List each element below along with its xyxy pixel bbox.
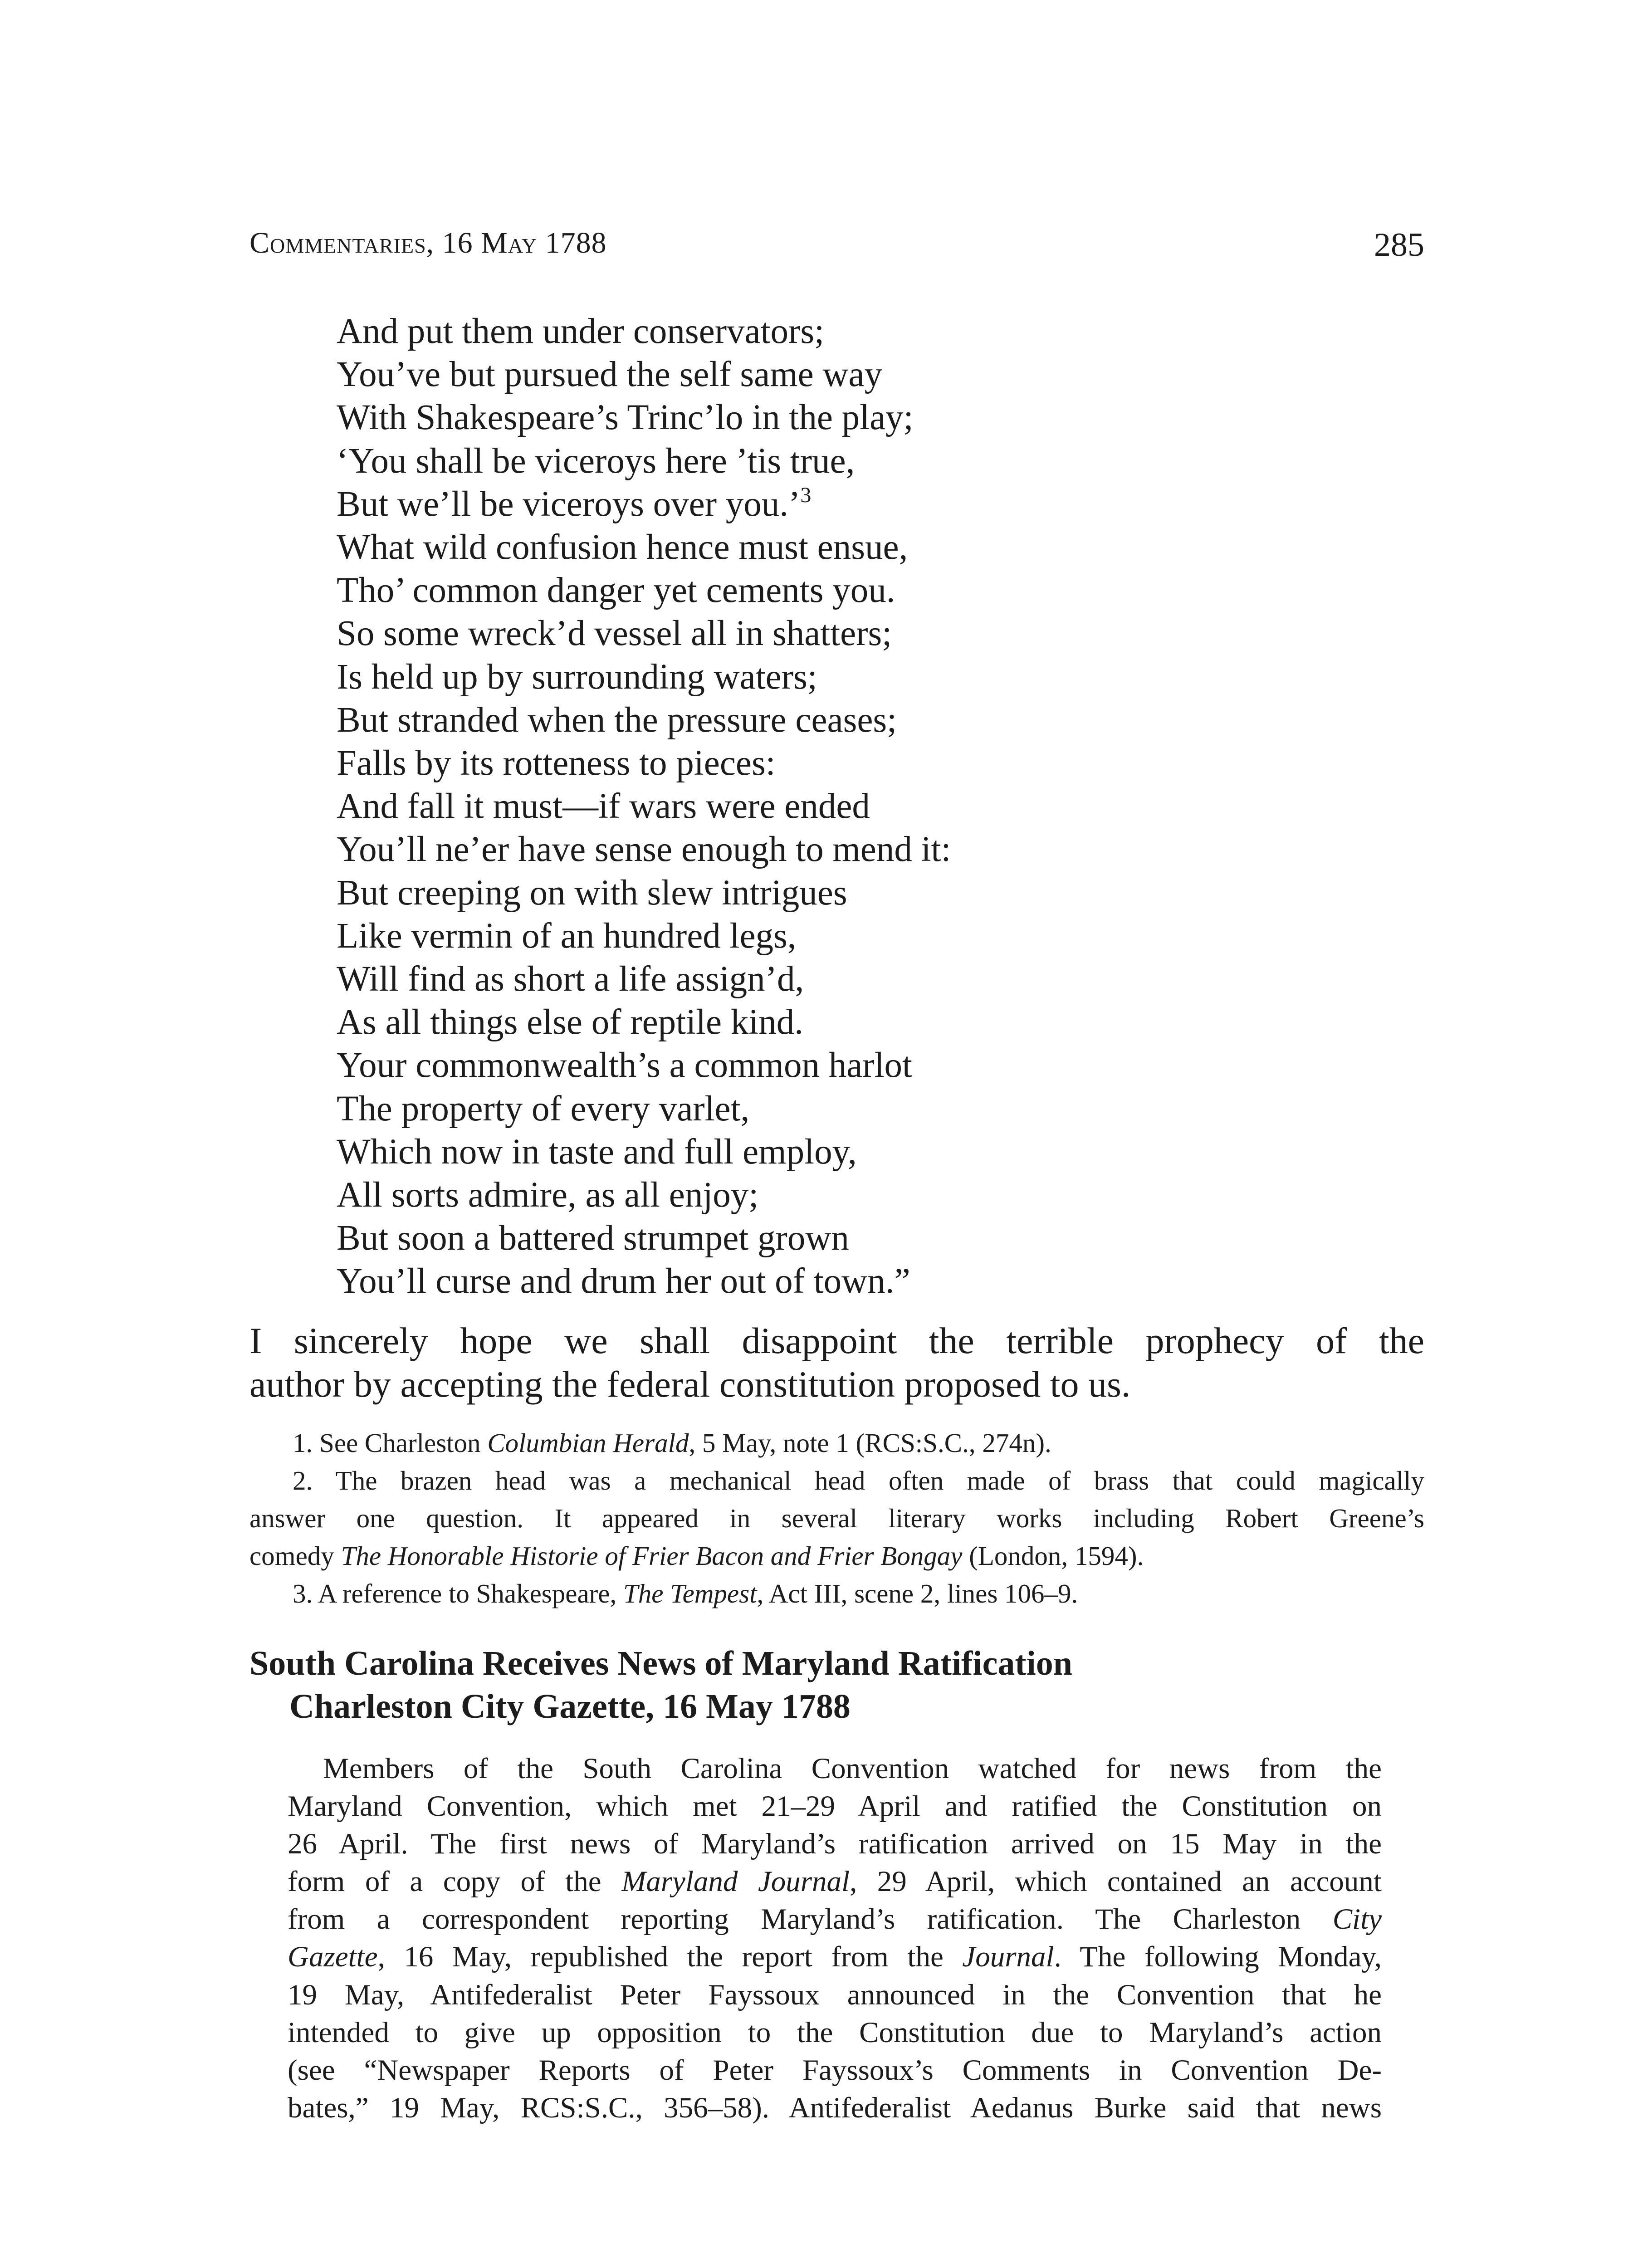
footnote-text: comedy [249,1541,341,1571]
headnote-line: Members of the South Carolina Convention watched for news from the [323,1752,1382,1785]
poem-line: Will find as short a life assign’d, [337,959,804,999]
section-subtitle: Charleston City Gazette, 16 May 1788 [289,1687,851,1725]
poem-line: Falls by its rotteness to pieces: [337,743,776,783]
headnote-line: (see “Newspaper Reports of Peter Fayssoux’s Comments in Convention De- [288,2053,1382,2087]
poem-line: You’ve but pursued the self same way [337,355,883,395]
poem-line: And fall it must—if wars were ended [337,787,870,826]
poem-line: What wild confusion hence must ensue, [337,528,908,567]
footnote-italic-title: The Honorable Historie of Frier Bacon and Frier Bongay [341,1541,963,1571]
poem-line-text: But we’ll be viceroys over you.’ [337,484,801,524]
poem-line: The property of every varlet, [337,1089,750,1129]
poem-line: You’ll curse and drum her out of town.” [337,1261,910,1301]
poem-line: With Shakespeare’s Trinc’lo in the play; [337,398,914,438]
headnote-text: form of a copy of the [288,1865,622,1898]
poem-line: Tho’ common danger yet cements you. [337,571,895,611]
footnote-3 [249,1575,1424,1613]
section-heading [249,1642,1424,1728]
closing-line: I sincerely hope we shall disappoint the terrible prophecy of the [249,1320,1424,1361]
poem-line: As all things else of reptile kind. [337,1002,804,1042]
footnote-reference-3: 3 [800,483,812,507]
poem-line: But stranded when the pressure ceases; [337,700,897,740]
footnote-italic-title: Columbian Herald [487,1428,689,1458]
headnote-line: Maryland Convention, which met 21–29 April and ratified the Constitution on [288,1790,1382,1823]
footnote-2-line-2: answer one question. It appeared in several literary works including Robert Greene’s [249,1503,1424,1533]
headnote-italic-title: City [1332,1903,1382,1936]
headnote [288,1750,1382,2127]
footnote-italic-title: The Tempest [623,1579,757,1608]
poem-line: Like vermin of an hundred legs, [337,916,797,956]
footnote-2-line-1: 2. The brazen head was a mechanical head often made of brass that could magically [293,1466,1424,1496]
poem-line: And put them under conservators; [337,312,825,351]
headnote-italic-title: Journal [962,1941,1054,1974]
closing-line: author by accepting the federal constitution proposed to us. [249,1364,1131,1405]
poem-line: But creeping on with slew intrigues [337,873,847,913]
closing-paragraph [249,1319,1424,1406]
poem-block [337,310,1425,1303]
poem-line: You’ll ne’er have sense enough to mend it: [337,830,951,870]
running-head-title: Commentaries, 16 May 1788 [249,226,607,259]
headnote-text: . The following Monday, [1054,1941,1382,1974]
poem-line: But soon a battered strumpet grown [337,1218,849,1258]
headnote-line [288,1863,1382,1901]
footnote-text: (London, 1594). [962,1541,1144,1571]
headnote-italic-title: Maryland Journal [621,1865,850,1898]
headnote-line: 26 April. The first news of Maryland’s ratification arrived on 15 May in the [288,1828,1382,1861]
section-title: South Carolina Receives News of Maryland Ratification [249,1644,1073,1682]
poem-line: Is held up by surrounding waters; [337,657,817,697]
footnote-1 [249,1424,1424,1462]
poem-line: ‘You shall be viceroys here ’tis true, [337,441,855,481]
headnote-italic-title: Gazette [288,1941,378,1974]
footnotes [249,1424,1424,1613]
headnote-line [288,1901,1382,1938]
headnote-line: intended to give up opposition to the Constitution due to Maryland’s action [288,2016,1382,2049]
headnote-line: bates,” 19 May, RCS:S.C., 356–58). Antifederalist Aedanus Burke said that news [288,2091,1382,2124]
poem-line: Your commonwealth’s a common harlot [337,1046,912,1085]
headnote-text: , 29 April, which contained an account [850,1865,1382,1898]
headnote-text: , 16 May, republished the report from the [377,1941,963,1974]
footnote-text: , 5 May, note 1 (RCS:S.C., 274n). [689,1428,1051,1458]
headnote-text: from a correspondent reporting Maryland’s ratification. The Charleston [288,1903,1301,1936]
page-number: 285 [1374,226,1424,264]
footnote-text: 1. See Charleston [293,1428,488,1458]
footnote-text: , Act III, scene 2, lines 106–9. [757,1579,1078,1608]
headnote-line: 19 May, Antifederalist Peter Fayssoux announced in the Convention that he [288,1978,1382,2011]
poem-line-with-footnote [337,483,1425,526]
poem-line: Which now in taste and full employ, [337,1132,857,1172]
poem-line: So some wreck’d vessel all in shatters; [337,614,892,654]
headnote-line [288,1938,1382,1976]
footnote-text: 3. A reference to Shakespeare, [293,1579,623,1608]
running-head [249,226,1424,271]
footnote-2-line-3 [249,1537,1424,1575]
poem-line: All sorts admire, as all enjoy; [337,1175,759,1215]
